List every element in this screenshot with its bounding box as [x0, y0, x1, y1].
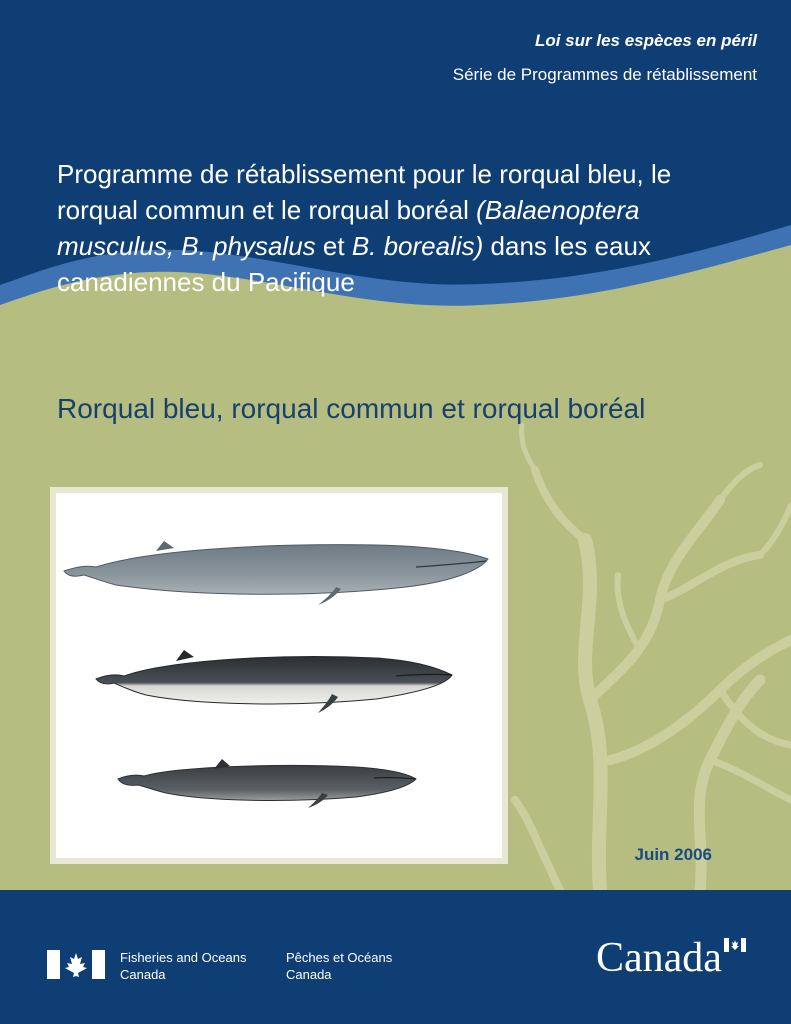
document-title: [57, 156, 747, 300]
dept-name-fr-line1: Pêches et Océans: [286, 950, 393, 965]
sei-whale-drawing: [118, 759, 416, 808]
series-header: [453, 30, 757, 86]
title-text-2: et: [315, 231, 352, 261]
common-names: Rorqual bleu, rorqual commun et rorqual boréal: [57, 393, 646, 424]
act-title: Loi sur les espèces en péril: [534, 31, 757, 50]
dept-name-en-line1: Fisheries and Oceans: [120, 950, 247, 965]
canada-flag-symbol: [47, 950, 105, 979]
dept-name-fr-line2: Canada: [286, 967, 332, 982]
title-text-1: Programme de rétablissement pour le rorqual bleu, le rorqual commun et le rorqual boréal: [57, 159, 672, 225]
wordmark-flag-icon: [724, 938, 746, 952]
title-text-3: dans les eaux canadiennes du Pacifique: [57, 231, 651, 297]
series-title: Série de Programmes de rétablissement: [452, 65, 757, 84]
canada-wordmark: Canada: [596, 935, 722, 981]
blue-whale-drawing: [64, 541, 488, 605]
fin-whale-drawing: [96, 650, 452, 713]
publication-date: Juin 2006: [634, 845, 712, 864]
dept-name-en-line2: Canada: [120, 967, 166, 982]
whale-illustration: [56, 493, 502, 858]
title-italic-2: B. borealis): [351, 231, 484, 261]
title-italic-1: (Balaenoptera musculus, B. physalus: [57, 195, 640, 261]
